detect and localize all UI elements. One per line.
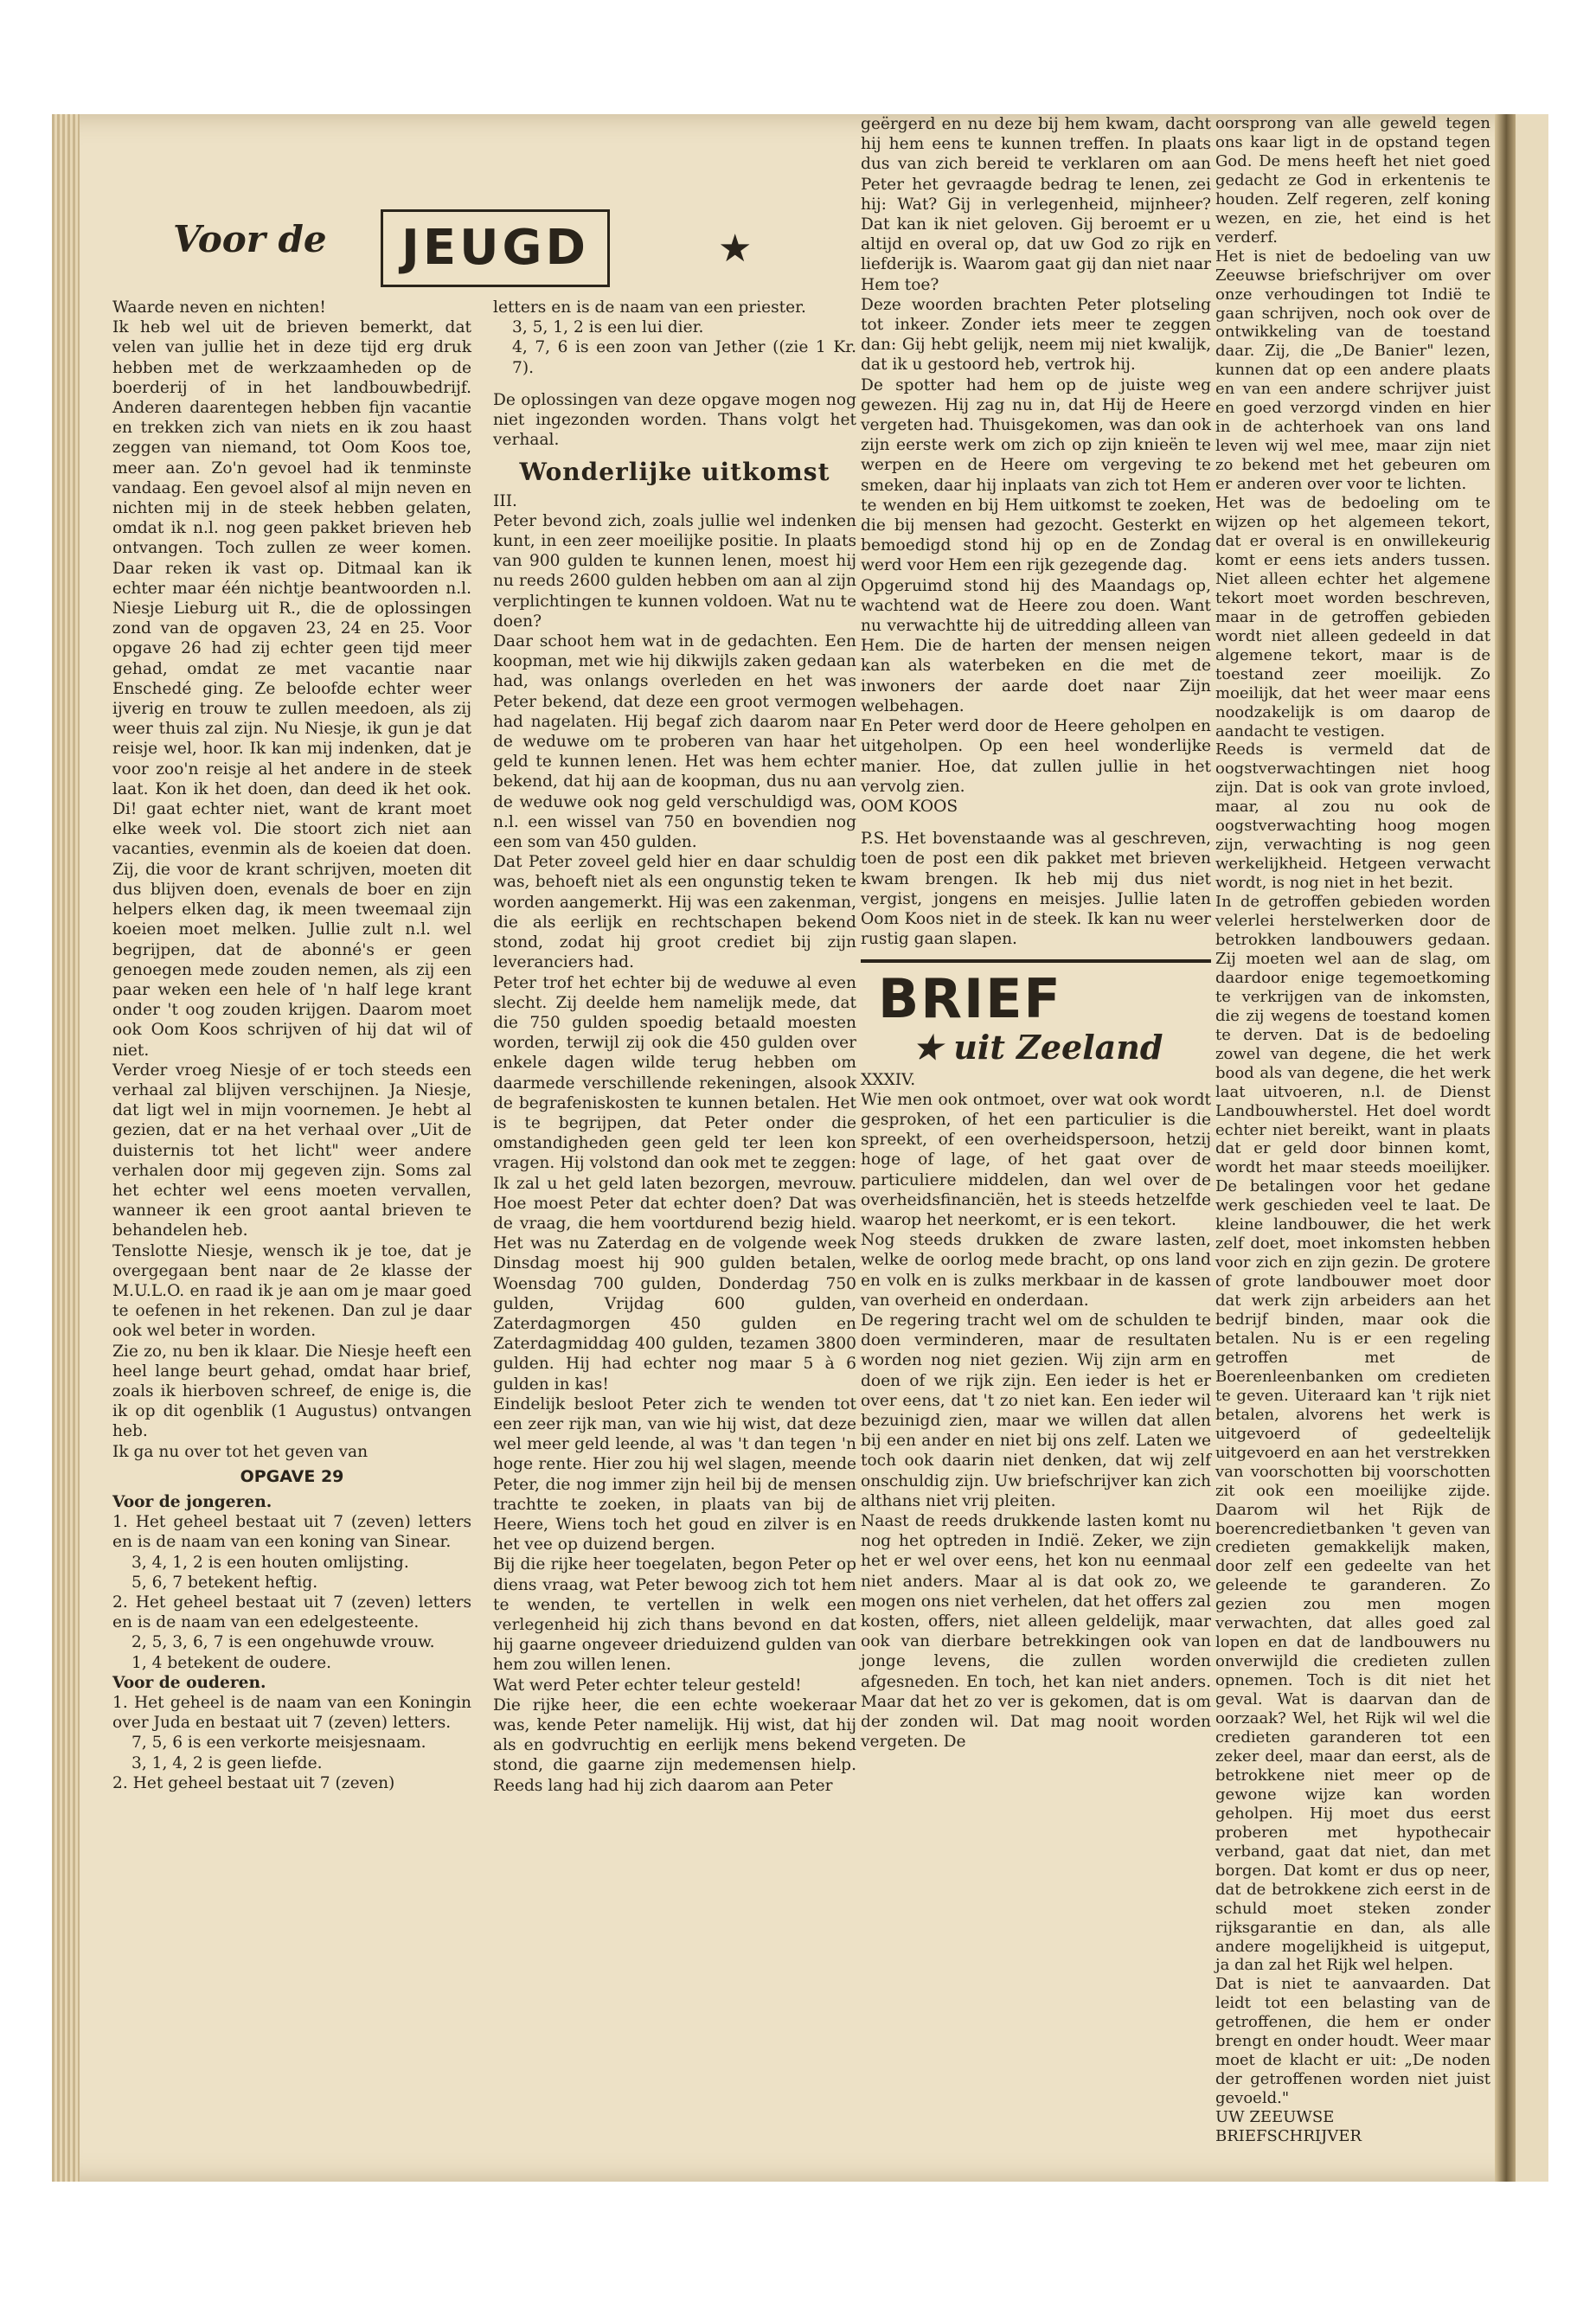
paragraph: Peter bevond zich, zoals jullie wel indenken kunt, in een zeer moeilijke positie. In plaats van 900 gulden te kunnen lenen, moest hij nu reeds 2600 gulden hebben om aan al zijn verplichtingen te kunnen voldoen. Wat nu te doen?: [493, 511, 856, 631]
column-subtitle: ★ uit Zeeland: [913, 1028, 1163, 1067]
paragraph: Peter trof het echter bij de weduwe al even slecht. Zij deelde hem namelijk mede, dat die 750 gulden spoedig betaald moesten worden, terwijl zij ook die 450 gulden over enkele dagen wilde terug hebben om daarmede verschillende rekeningen, alsook de begrafeniskosten te kunnen betalen. Het is te begrijpen, dat Peter onder die omstandigheden geen geld ter leen kon vragen. Hij volstond dan ook met te zeggen: Ik zal u het geld laten bezorgen, mevrouw. Hoe moest Peter dat echter doen? Dat was de vraag, die hem voortdurend bezig hield. Het was nu Zaterdag en de volgende week Dinsdag moest hij 900 gulden betalen, Woensdag 700 gulden, Donderdag 750 gulden, Vrijdag 600 gulden, Zaterdagmorgen 450 gulden en Zaterdagmiddag 400 gulden, tezamen 3800 gulden. Hij had echter nog maar 5 à 6 gulden in kas!: [493, 973, 856, 1394]
puzzle-group-label: Voor de jongeren.: [112, 1492, 272, 1511]
paragraph: Nog steeds drukken de zware lasten, welke de oorlog mede bracht, op ons land en volk en is zulks merkbaar in de kassen van overheid en onderdaan.: [861, 1231, 1211, 1310]
paragraph: Reeds is vermeld dat de oogstverwachtingen niet hoog zijn. Dat is ook van grote invloed, maar, al zou nu ook de oogstverwachting hoog mogen zijn, verwachting is nog geen werkelijkheid. Hetgeen verwacht wordt, is nog niet in het bezit.: [1215, 740, 1490, 893]
paragraph: Wie men ook ontmoet, over wat ook wordt gesproken, of het een particulier is die spreekt, of een overheidspersoon, hetzij hoge of lage, of het gaat over de particuliere middelen, dan wel over de overheidsfinanciën, het is steeds hetzelfde waarop het neerkomt, er is een tekort.: [861, 1090, 1211, 1229]
paragraph: In de getroffen gebieden worden velerlei herstelwerken door de betrokken landbouwers gedaan. Zij moeten wel aan de slag, om daardoor enige tegemoetkoming te verkrijgen van de inkomsten, die zij wegens de toestand komen te derven. Dat is de bedoeling zowel van degene, die het werk bood als van degene, die het werk laat uitvoeren, n.l. de Dienst Landbouwherstel. Het doel wordt echter niet bereikt, want in plaats dat er geld door binnen komt, wordt het maar steeds moeilijker. De betalingen voor het gedane werk geschieden veel te laat. De kleine landbouwer, die het werk zelf doet, moet inkomsten hebben voor zich en zijn gezin. De grotere of grote landbouwer moet door dat werk zijn arbeiders aan het bedrijf binden, maar ook die betalen. Nu is er een regeling getroffen met de Boerenleenbanken om credieten te geven. Uiteraard kan 't rijk niet betalen, alvorens het werk is uitgevoerd of gedeeltelijk uitgevoerd en aan het verstrekken van voorschotten bij voorschotten zit ook een moeilijke zijde. Daarom wil het Rijk de boerencredietbanken 't geven van credieten gemakkelijk maken, door zelf een gedeelte van het geleende te garanderen. Zo gezien zou men mogen verwachten, dat alles goed zal lopen en dat de landbouwers nu onverwijld die credieten zullen opnemen. Toch is dit niet het geval. Wat is daarvan dan de oorzaak? Wel, het Rijk wil wel die credieten garanderen tot een zeker deel, maar dan eerst, als de betrokkene niet meer op de gewone wijze kan worden geholpen. Hij moet dus eerst proberen met hypothecair verband, gaat dat niet, dan met borgen. Dat komt er dus op neer, dat de betrokkene zich eerst in de schuld moet steken zonder rijksgarantie en dan, als alle andere mogelijkheid is uitgeput, ja dan zal het Rijk wel helpen.: [1215, 893, 1490, 1975]
page-spine: [52, 114, 80, 2182]
story-title: Wonderlijke uitkomst: [519, 458, 830, 487]
column-1: [112, 298, 471, 1793]
paragraph: P.S. Het bovenstaande was al geschreven, toen de post een dik pakket met brieven kwam brengen. Ik heb mij dus niet vergist, jongens en meisjes. Jullie laten Oom Koos niet in de steek. Ik kan nu weer rustig gaan slapen.: [861, 830, 1211, 949]
paragraph: geërgerd en nu deze bij hem kwam, dacht hij hem eens te kunnen treffen. In plaats dus van zich bereid te verklaren om aan Peter het gevraagde bedrag te lenen, zei hij: Wat? Gij in verlegenheid, mijnheer? Dat kan ik niet geloven. Gij beroemt er u altijd en overal op, dat uw God zo rijk en liefderijk is. Waarom gaat gij dan niet naar Hem toe?: [861, 115, 1211, 294]
column-2: [493, 298, 856, 1796]
paragraph: Deze woorden brachten Peter plotseling tot inkeer. Zonder iets meer te zeggen dan: Gij hebt gelijk, neem mij niet kwalijk, dat ik u gestoord heb, vertrok hij.: [861, 295, 1211, 375]
section-boxed-title: JEUGD: [381, 209, 610, 287]
star-icon: ★: [718, 227, 753, 271]
paragraph: Wat werd Peter echter teleur gesteld!: [493, 1676, 802, 1695]
divider: [861, 959, 1211, 963]
salutation: Waarde neven en nichten!: [112, 298, 326, 317]
signature: BRIEFSCHRIJVER: [1215, 2127, 1362, 2146]
column-3: [861, 114, 1211, 1752]
column-4: [1215, 114, 1490, 2146]
paragraph: Opgeruimd stond hij des Maandags op, wachtend wat de Heere zou doen. Want nu verwachtte hij de uitredding alleen van Hem. Die de harten der mensen neigen kan als waterbeken en die met de inwoners der aarde doet naar Zijn welbehagen.: [861, 576, 1211, 715]
puzzle-clue: 7, 5, 6 is een verkorte meisjesnaam.: [131, 1734, 426, 1753]
signature: OOM KOOS: [861, 797, 958, 816]
puzzle-item: 1. Het geheel is de naam van een Koningin over Juda en bestaat uit 7 (zeven) letters.: [112, 1694, 471, 1733]
paragraph: Het was de bedoeling om te wijzen op het algemeen tekort, dat er overal is en onwillekeurig komt er eens iets anders tussen. Niet alleen echter het algemene tekort moet worden beschreven, maar in de getroffen gebieden wordt niet alleen gedeeld in dat algemene tekort, maar is de toestand zeer moeilijk. Zo moeilijk, dat het weer maar eens noodzakelijk is om daarop de aandacht te vestigen.: [1215, 494, 1490, 740]
paragraph: Dat Peter zoveel geld hier en daar schuldig was, behoeft niet als een ongunstig teken te worden aangemerkt. Hij was een zakenman, die als eerlijk en rechtschapen bekend stond, zodat hij groot crediet bij zijn leveranciers had.: [493, 853, 856, 972]
signature: UW ZEEUWSE: [1215, 2108, 1335, 2127]
puzzle-clue: 3, 4, 1, 2 is een houten omlijsting.: [131, 1553, 409, 1572]
paragraph: De oplossingen van deze opgave mogen nog niet ingezonden worden. Thans volgt het verhaal.: [493, 390, 856, 450]
puzzle-item: 1. Het geheel bestaat uit 7 (zeven) letters en is de naam van een koning van Sinear.: [112, 1513, 471, 1552]
section-script-title: Voor de: [173, 218, 327, 260]
paragraph: Dat is niet te aanvaarden. Dat leidt tot een belasting van de getroffenen, die hem er onder brengt en onder houdt. Weer maar moet de klacht er uit: „De noden der getroffenen worden niet juist gevoeld.": [1215, 1975, 1490, 2108]
adjacent-page-edge: [1516, 114, 1548, 2182]
puzzle-clue: 3, 1, 4, 2 is geen liefde.: [131, 1753, 323, 1772]
paragraph: Eindelijk besloot Peter zich te wenden tot een zeer rijk man, van wie hij wist, dat deze wel meer geld leende, al was 't dan tegen 'n hoge rente. Hier zou hij wel slagen, meende Peter, die nog immer zijn heil bij de mensen trachtte te zoeken, in plaats van bij de Heere, Wiens toch het goud en zilver is en het vee op duizend bergen.: [493, 1394, 856, 1554]
paragraph: Die rijke heer, die een echte woekeraar was, kende Peter namelijk. Hij wist, dat hij als en godvruchtig en eerlijk mens bekend stond, die gaarne zijn medemensen hielp. Reeds lang had hij zich daarom aan Peter: [493, 1695, 856, 1795]
puzzle-clue: 2, 5, 3, 6, 7 is een ongehuwde vrouw.: [131, 1633, 435, 1652]
paragraph: Het is niet de bedoeling van uw Zeeuwse briefschrijver om over onze verhoudingen tot Indië te gaan schrijven, noch ook over de ontwikkeling van de toestand daar. Zij, die „De Banier" lezen, kunnen dat op een andere plaats en van een andere schrijver juist en goed verzorgd vinden en hier in de achterhoek van ons land leven wij wel mee, maar zijn niet zo bekend met het gebeuren om er anderen over voor te lichten.: [1215, 247, 1490, 494]
paragraph: Tenslotte Niesje, wensch ik je toe, dat je overgegaan bent naar de 2e klasse der M.U.L.O. en raad ik je aan om je maar goed te oefenen in het rekenen. Dan zul je daar ook wel beter in worden.: [112, 1241, 471, 1341]
chapter-number: XXXIV.: [861, 1070, 916, 1089]
puzzle-item: 2. Het geheel bestaat uit 7 (zeven): [112, 1773, 395, 1792]
paragraph: Zie zo, nu ben ik klaar. Die Niesje heeft een heel lange beurt gehad, omdat haar brief, zoals ik hierboven schreef, de enige is, die ik op dit ogenblik (1 Augustus) ontvangen heb.: [112, 1342, 471, 1441]
paragraph: oorsprong van alle geweld tegen ons kaar ligt in de opstand tegen God. De mens heeft het niet goed gedacht ze God in erkentenis te houden. Zelf regeren, zelf koning wezen, en zie, het eind is het verderf.: [1215, 114, 1490, 247]
paragraph: Bij die rijke heer toegelaten, begon Peter op diens vraag, wat Peter bewoog zich tot hem te wenden, te vertellen in welk een verlegenheid hij zich thans bevond en dat hij gaarne ongeveer drieduizend gulden van hem zou willen lenen.: [493, 1555, 856, 1675]
puzzle-item: 2. Het geheel bestaat uit 7 (zeven) letters en is de naam van een edelgesteente.: [112, 1593, 471, 1632]
paragraph: Verder vroeg Niesje of er toch steeds een verhaal zal blijven verschijnen. Ja Niesje, dat ligt wel in mijn voornemen. Je hebt al gezien, dat er na het verhaal over „Uit de duisternis tot het licht" weer andere verhalen door mij gegeven zijn. Soms zal het echter wel eens moeten vervallen, wanneer ik een groot aantal brieven te behandelen heb.: [112, 1061, 471, 1240]
puzzle-heading: OPGAVE 29: [240, 1466, 344, 1486]
puzzle-clue: 5, 6, 7 betekent heftig.: [131, 1573, 318, 1592]
paragraph: Naast de reeds drukkende lasten komt nu nog het optreden in Indië. Zeker, we zijn het er wel over eens, het kon nu eenmaal niet anders. Maar al is dat ook zo, we mogen ons niet verhelen, dat het offers zal kosten, offers, niet alleen geldelijk, maar ook van dierbare betrekkingen ook van jonge levens, die zullen worden afgesneden. En toch, het kan niet anders. Maar dat het zo ver is gekomen, dat is om der zonden wil. Dat mag nooit worden vergeten. De: [861, 1512, 1211, 1752]
chapter-number: III.: [493, 491, 517, 510]
paragraph: Ik heb wel uit de brieven bemerkt, dat velen van jullie het in deze tijd erg druk hebben met de werkzaamheden op de boerderij of in het landbouwbedrijf. Anderen daarentegen hebben fijn vacantie en trekken zich van niets en ik zou haast zeggen van niemand, tot Oom Koos toe, meer aan. Zo'n gevoel had ik tenminste vandaag. Een gevoel alsof al mijn neven en nichten mij in de steek hebben gelaten, omdat ik n.l. nog geen pakket brieven heb ontvangen. Toch zullen ze weer komen. Daar reken ik vast op. Ditmaal kan ik echter maar één nichtje beantwoorden n.l. Niesje Lieburg uit R., die de oplossingen zond van de opgaven 23, 24 en 25. Voor opgave 26 had zij echter geen tijd meer gehad, omdat ze met vacantie naar Enschedé ging. Ze beloofde echter weer ijverig en trouw te zullen meedoen, als zij weer thuis zal zijn. Nu Niesje, ik gun je dat reisje wel, hoor. Ik kan mij indenken, dat je voor zoo'n reisje al het andere in de steek laat. Kon ik het doen, dan deed ik het ook. Di! gaat echter niet, want de krant moet elke week vol. Die stoort zich niet aan vacanties, evenmin als de koeien dat doen. Zij, die voor de krant schrijven, moeten dit dus blijven doen, evenals de boer en zijn helpers elken dag, ik meen tweemaal zijn koeien moet melken. Jullie zult n.l. wel begrijpen, dat de abonné's er geen genoegen mede zouden nemen, als zij een paar weken een hele of 'n half lege krant onder 't oog zouden krijgen. Daarom moet ook Oom Koos schrijven of hij dat wil of niet.: [112, 318, 471, 1060]
column-title: BRIEF: [878, 967, 1062, 1031]
newspaper-page: [52, 114, 1548, 2182]
puzzle-clue: 1, 4 betekent de oudere.: [131, 1653, 332, 1672]
puzzle-clue: 3, 5, 1, 2 is een lui dier.: [512, 318, 704, 337]
paragraph: De spotter had hem op de juiste weg gewezen. Hij zag nu in, dat Hij de Heere vergeten had. Thuisgekomen, was dan ook zijn eerste werk om zich op zijn knieën te werpen en de Heere om vergeving te smeken, daar hij inplaats van zich tot Hem te wenden en bij Hem uitkomst te zoeken, die bij mensen had gezocht. Gesterkt en bemoedigd stond hij op en de Zondag werd voor Hem een rijk gezegende dag.: [861, 375, 1211, 575]
paragraph: De regering tracht wel om de schulden te doen verminderen, maar de resultaten worden nog niet gezien. Wij zijn arm en doen of we rijk zijn. Een ieder is het er over eens, dat 't zo niet kan. Een ieder wil bezuinigd zien, maar we willen dat allen bij een ander en niet bij ons zelf. Laten we toch ook daarin niet denken, dat wij zelf onschuldig zijn. Uw briefschrijver kan zich althans niet vrij pleiten.: [861, 1311, 1211, 1510]
paragraph: En Peter werd door de Heere geholpen en uitgeholpen. Op een heel wonderlijke manier. Hoe, dat zullen jullie in het vervolg zien.: [861, 717, 1211, 796]
paragraph: Ik ga nu over tot het geven van: [112, 1442, 369, 1461]
page-fold: [1495, 114, 1516, 2182]
puzzle-item-continued: letters en is de naam van een priester.: [493, 298, 806, 317]
puzzle-group-label: Voor de ouderen.: [112, 1673, 266, 1692]
puzzle-clue: 4, 7, 6 is een zoon van Jether ((zie 1 Kr. 7).: [512, 338, 856, 377]
paragraph: Daar schoot hem wat in de gedachten. Een koopman, met wie hij dikwijls zaken gedaan had, was onlangs overleden en het was Peter bekend, dat deze een groot vermogen had nagelaten. Hij begaf zich daarom naar de weduwe om te proberen van haar het geld te kunnen lenen. Het was hem echter bekend, dat hij aan de koopman, dus nu aan de weduwe ook nog geld verschuldigd was, n.l. een wissel van 750 en bovendien nog een som van 450 gulden.: [493, 632, 856, 852]
